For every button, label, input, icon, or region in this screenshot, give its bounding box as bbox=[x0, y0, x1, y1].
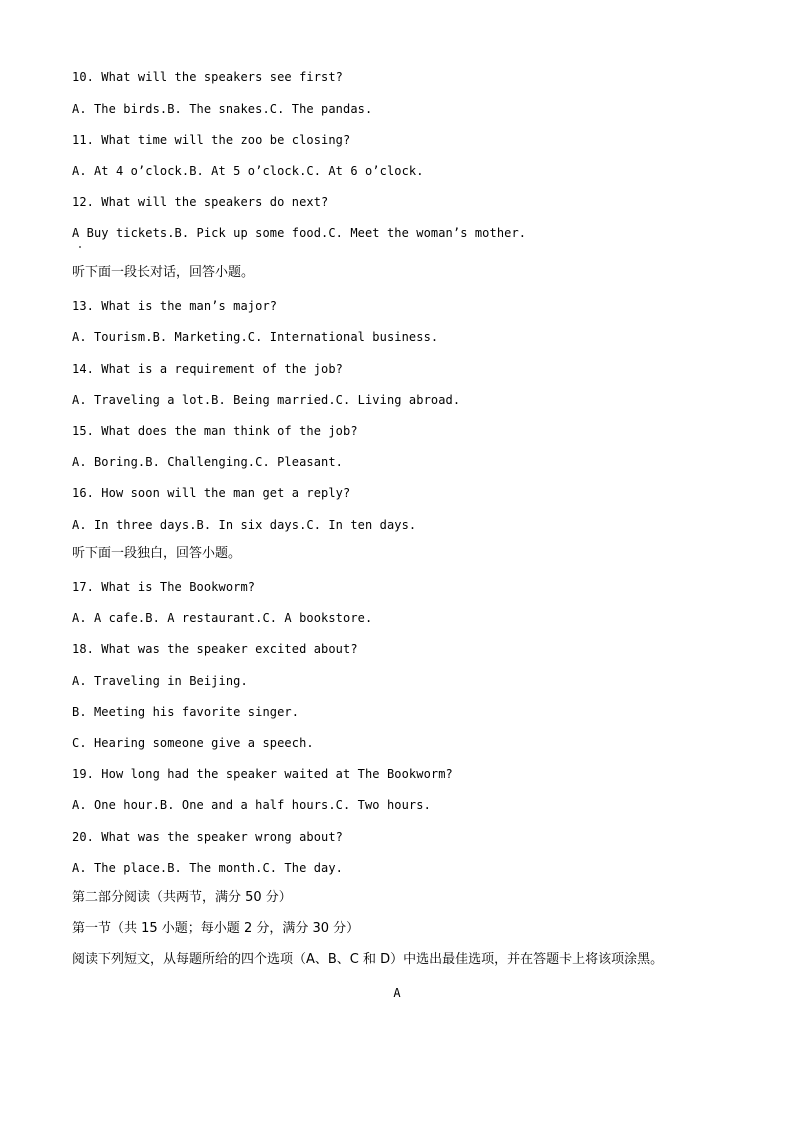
question-11-options: A. At 4 o’clock.B. At 5 o’clock.C. At 6 o’clock. bbox=[72, 164, 424, 178]
instruction-monologue: 听下面一段独白，回答小题。 bbox=[72, 546, 242, 561]
question-12: 12. What will the speakers do next? bbox=[72, 195, 329, 209]
question-16-options: A. In three days.B. In six days.C. In ten days. bbox=[72, 518, 417, 532]
question-15: 15. What does the man think of the job? bbox=[72, 424, 358, 438]
passage-marker: A bbox=[393, 986, 401, 1000]
part-two-heading: 第二部分阅读（共两节，满分 50 分） bbox=[72, 890, 292, 905]
question-20-options: A. The place.B. The month.C. The day. bbox=[72, 861, 344, 875]
question-10: 10. What will the speakers see first? bbox=[72, 70, 344, 84]
question-14: 14. What is a requirement of the job? bbox=[72, 362, 344, 376]
question-13: 13. What is the man’s major? bbox=[72, 299, 278, 313]
question-18-option-a: A. Traveling in Beijing. bbox=[72, 674, 248, 688]
question-15-options: A. Boring.B. Challenging.C. Pleasant. bbox=[72, 455, 344, 469]
question-14-options: A. Traveling a lot.B. Being married.C. Living abroad. bbox=[72, 393, 461, 407]
instruction-long-dialogue: 听下面一段长对话，回答小题。 bbox=[72, 265, 255, 280]
question-17: 17. What is The Bookworm? bbox=[72, 580, 256, 594]
question-12-options: A Buy tickets.B. Pick up some food.C. Meet the woman’s mother. bbox=[72, 226, 527, 240]
question-11: 11. What time will the zoo be closing? bbox=[72, 133, 351, 147]
question-18: 18. What was the speaker excited about? bbox=[72, 642, 358, 656]
stray-mark bbox=[79, 246, 81, 248]
section-one-heading: 第一节（共 15 小题；每小题 2 分，满分 30 分） bbox=[72, 921, 360, 936]
question-16: 16. How soon will the man get a reply? bbox=[72, 486, 351, 500]
reading-instructions: 阅读下列短文，从每题所给的四个选项（A、B、C 和 D）中选出最佳选项，并在答题卡上将该项涂黑。 bbox=[72, 952, 664, 967]
question-17-options: A. A cafe.B. A restaurant.C. A bookstore. bbox=[72, 611, 373, 625]
question-20: 20. What was the speaker wrong about? bbox=[72, 830, 344, 844]
question-19-options: A. One hour.B. One and a half hours.C. Two hours. bbox=[72, 798, 431, 812]
question-10-options: A. The birds.B. The snakes.C. The pandas. bbox=[72, 102, 373, 116]
question-13-options: A. Tourism.B. Marketing.C. International business. bbox=[72, 330, 439, 344]
question-18-option-b: B. Meeting his favorite singer. bbox=[72, 705, 300, 719]
question-19: 19. How long had the speaker waited at The Bookworm? bbox=[72, 767, 453, 781]
question-18-option-c: C. Hearing someone give a speech. bbox=[72, 736, 314, 750]
